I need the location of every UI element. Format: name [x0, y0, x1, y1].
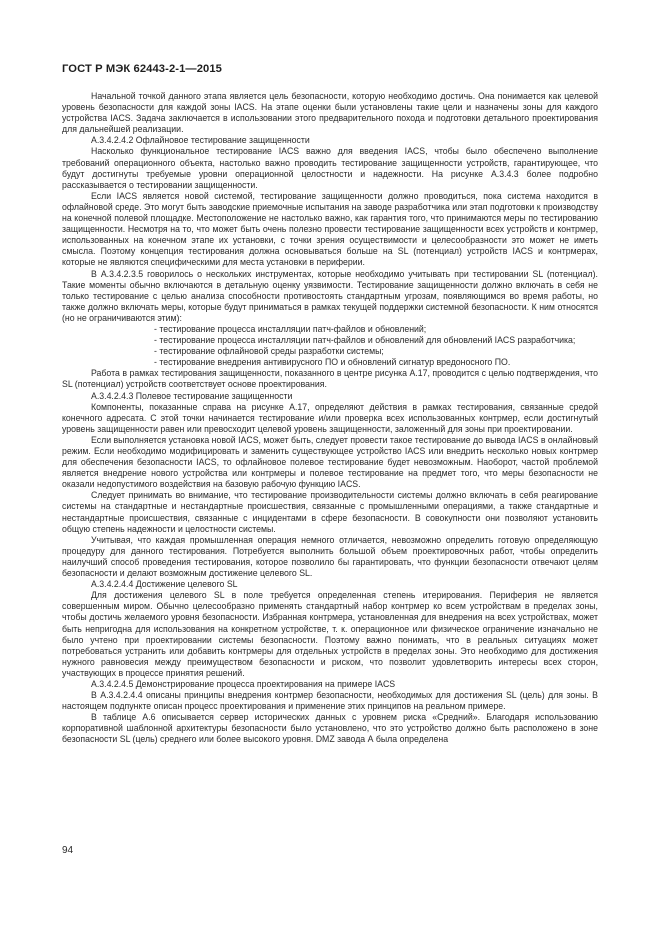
section-heading: А.3.4.2.4.2 Офлайновое тестирование защищенности: [91, 135, 310, 146]
section-heading: А.3.4.2.4.5 Демонстрирование процесса проектирования на примере IACS: [91, 678, 396, 689]
paragraph: Для достижения целевого SL в поле требуется определенная степень итерирования. Периферия не является совершенным миром. Обычно целесообразно применять стандартный набор контрмер ко всем устройствам в пределах зоны, чтобы достичь желаемого уровня безопасности. Избранная контрмера, установленная для внедрения на всех устройствах, может быть непригодна для использования на конкретном устройстве, т. к. операционное или физическое ограничение изначально не было учтено при проектировании системы безопасности. Поэтому важно понимать, что в реальных ситуациях может потребоваться устранить или добавить контрмеры для отдельных устройств в пределах зоны. Это необходимо для достижения нужного равновесия между преимуществом безопасности и риском, что позволит удовлетворить интересы всех сторон, участвующих в процессе принятия решений.: [62, 590, 598, 678]
document-body: [62, 91, 598, 746]
paragraph: Если IACS является новой системой, тестирование защищенности должно проводиться, пока система находится в офлайновой среде. Это могут быть заводские приемочные испытания на заводе разработчика или этап подготовки к производству на конечной полевой площадке. Местоположение не настолько важно, как гарантия того, что принимаются меры по тестированию защищенности. Несмотря на то, что может быть очень полезно провести тестирование защищенности всех устройств и контрмер, использованных на конечном этапе их установки, с точки зрения осуществимости и целесообразности это может не иметь смысла. Поэтому концепция тестирования должна основываться больше на SL (потенциал) устройств IACS и контрмерах, которые не являются специфическими для места установки в периферии.: [62, 190, 598, 268]
paragraph: В таблице А.6 описывается сервер исторических данных с уровнем риска «Средний». Благодаря использованию корпоративной шаблонной архитектуры безопасности было установлено, что это устройство должно быть расположено в зоне безопасности SL (цель) среднего или более высокого уровня. DMZ завода А была определена: [62, 712, 598, 745]
paragraph: В А.3.4.2.3.5 говорилось о нескольких инструментах, которые необходимо учитывать при тестировании SL (потенциал). Такие моменты обычно включаются в детальную оценку уязвимости. Тестирование защищенности должно включать в себя не только тестирование с целью анализа способности противостоять стандартным угрозам, появляющимся во время работы, но также должно включать меры, которые будут приниматься в рамках текущей поддержки системной безопасности. К ним относятся (но не ограничиваются этим):: [62, 268, 598, 323]
paragraph: Учитывая, что каждая промышленная операция немного отличается, невозможно определить готовую определяющую процедуру для данного тестирования. Потребуется выполнить большой объем проектировочных работ, чтобы определить наилучший способ проведения тестирования, которое позволило бы гарантировать, что функции безопасности отвечают целям безопасности и делают возможным достижение целевого SL.: [62, 534, 598, 579]
section-heading: А.3.4.2.4.3 Полевое тестирование защищенности: [91, 390, 293, 401]
paragraph: Компоненты, показанные справа на рисунке А.17, определяют действия в рамках тестирования, связанные средой конечного адресата. С этой точки начинается тестирование и/или проверка всех использованных контрмер, если достигнутый уровень защищенности равен или превосходит целевой уровень защищенности, заложенный для зоны при проектировании.: [62, 401, 598, 434]
paragraph: В А.3.4.2.4.4 описаны принципы внедрения контрмер безопасности, необходимых для достижения SL (цель) для зоны. В настоящем подпункте описан процесс проектирования и применение этих принципов на реальном примере.: [62, 690, 598, 712]
list-item: - тестирование офлайновой среды разработки системы;: [154, 346, 384, 357]
list-item: - тестирование процесса инсталляции патч-файлов и обновлений для обновлений IACS разработчика;: [154, 335, 576, 346]
section-heading: А.3.4.2.4.4 Достижение целевого SL: [91, 579, 238, 590]
list-item: - тестирование процесса инсталляции патч-файлов и обновлений;: [154, 323, 427, 334]
paragraph: Насколько функциональное тестирование IACS важно для введения IACS, чтобы было обеспечено выполнение требований операционного объекта, настолько важно проводить тестирование защищенности устройств, гарантирующее, что будут достигнуты требуемые уровни операционной целостности и надежности. На рисунке А.3.4.3 более подробно рассказывается о тестировании защищенности.: [62, 146, 598, 190]
paragraph: Начальной точкой данного этапа является цель безопасности, которую необходимо достичь. Она понимается как целевой уровень безопасности для каждой зоны IACS. На этапе оценки были установлены такие цели и назначены зоны для каждого устройства IACS. Задача заключается в использовании этого предварительного похода и подготовки детального проектирования для дальнейшей реализации.: [62, 91, 598, 135]
paragraph: Работа в рамках тестирования защищенности, показанного в центре рисунка А.17, проводится с целью подтверждения, что SL (потенциал) устройств соответствует основе проектирования.: [62, 368, 598, 390]
document-header: ГОСТ Р МЭК 62443-2-1—2015: [62, 63, 223, 75]
paragraph: Следует принимать во внимание, что тестирование производительности системы должно включать в себя реагирование системы на стандартные и нестандартные происшествия, связанные с промышленными операциями, а также стандартные и нестандартные происшествия, связанные с инцидентами в сфере безопасности. В совокупности они позволяют установить общую степень надежности и целостности системы.: [62, 490, 598, 534]
list-item: - тестирование внедрения антивирусного ПО и обновлений сигнатур вредоносного ПО.: [154, 357, 511, 368]
page-number: 94: [62, 845, 74, 856]
paragraph: Если выполняется установка новой IACS, может быть, следует провести такое тестирование до вывода IACS в онлайновый режим. Если необходимо модифицировать и заменить существующее устройство IACS или внедрить несколько новых контрмер для обеспечения безопасности IACS, то офлайновое полевое тестирование будет невозможным. Наоборот, частой проблемой является внедрение нового устройства или контрмеры и полевое тестирование на предмет того, что меры безопасности не оказали недопустимого воздействия на базовую рабочую функцию IACS.: [62, 434, 598, 490]
